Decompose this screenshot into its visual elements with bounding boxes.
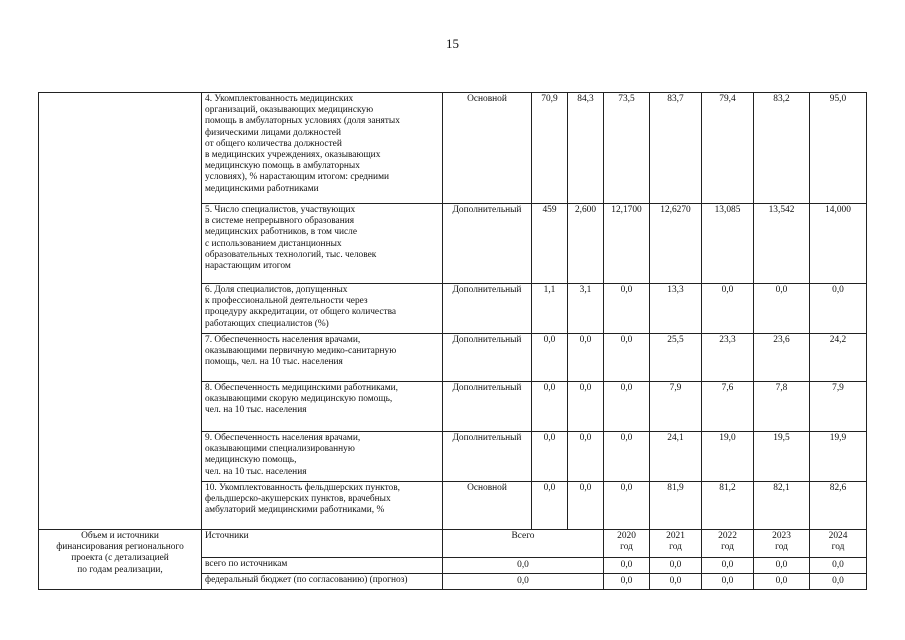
value-cell: 82,6: [810, 482, 867, 530]
value-cell: 83,7: [650, 93, 702, 204]
indicator-label: 7. Обеспеченность населения врачами, оказывающими первичную медико-санитарную помощь, чел. на 10 тыс. населения: [202, 334, 443, 382]
value-cell: 459: [532, 204, 568, 284]
indicator-label: 6. Доля специалистов, допущенных к профессиональной деятельности через процедуру аккредитации, от общего количества работающих специалистов (%): [202, 284, 443, 334]
value-cell: 2,600: [568, 204, 604, 284]
value-cell: 3,1: [568, 284, 604, 334]
value-cell: 0,0: [604, 432, 650, 482]
value-cell: 13,085: [702, 204, 754, 284]
value-cell: 84,3: [568, 93, 604, 204]
value-cell: 0,0: [810, 558, 867, 574]
value-cell: 0,0: [568, 432, 604, 482]
value-cell: 0,0: [604, 382, 650, 432]
value-cell: 0,0: [604, 284, 650, 334]
value-cell: 0,0: [604, 334, 650, 382]
indicator-type: Дополнительный: [443, 382, 532, 432]
table-row: [39, 93, 867, 204]
value-cell: 23,3: [702, 334, 754, 382]
value-cell: 23,6: [754, 334, 810, 382]
value-cell: 81,2: [702, 482, 754, 530]
value-cell: 12,6270: [650, 204, 702, 284]
total-value: 0,0: [443, 558, 604, 574]
value-cell: 0,0: [604, 482, 650, 530]
section-cell-empty: [39, 93, 202, 530]
indicator-type: Дополнительный: [443, 432, 532, 482]
value-cell: 0,0: [702, 574, 754, 590]
value-cell: 95,0: [810, 93, 867, 204]
value-cell: 13,3: [650, 284, 702, 334]
value-cell: 83,2: [754, 93, 810, 204]
value-cell: 24,1: [650, 432, 702, 482]
value-cell: 0,0: [532, 432, 568, 482]
value-cell: 0,0: [650, 558, 702, 574]
indicator-label: 4. Укомплектованность медицинских организаций, оказывающих медицинскую помощь в амбулаторных условиях (доля занятых физическими лицами должностей от общего количества должностей в медицинских учреждениях, оказывающих медицинскую помощь в амбулаторных условиях), % нарастающим итогом: средними медицинскими работниками: [202, 93, 443, 204]
year-header: 2024 год: [810, 530, 867, 558]
value-cell: 25,5: [650, 334, 702, 382]
value-cell: 14,000: [810, 204, 867, 284]
value-cell: 0,0: [810, 574, 867, 590]
value-cell: 82,1: [754, 482, 810, 530]
value-cell: 0,0: [604, 574, 650, 590]
value-cell: 0,0: [604, 558, 650, 574]
value-cell: 7,8: [754, 382, 810, 432]
value-cell: 0,0: [532, 482, 568, 530]
total-value: 0,0: [443, 574, 604, 590]
value-cell: 7,9: [650, 382, 702, 432]
value-cell: 24,2: [810, 334, 867, 382]
year-header: 2023 год: [754, 530, 810, 558]
value-cell: 0,0: [810, 284, 867, 334]
total-header: Всего: [443, 530, 604, 558]
value-cell: 1,1: [532, 284, 568, 334]
value-cell: 0,0: [702, 558, 754, 574]
source-label: всего по источникам: [202, 558, 443, 574]
value-cell: 0,0: [754, 558, 810, 574]
indicator-type: Дополнительный: [443, 284, 532, 334]
value-cell: 0,0: [754, 574, 810, 590]
value-cell: 19,9: [810, 432, 867, 482]
value-cell: 7,6: [702, 382, 754, 432]
year-header: 2021 год: [650, 530, 702, 558]
indicator-label: 9. Обеспеченность населения врачами, оказывающими специализированную медицинскую помощь, чел. на 10 тыс. населения: [202, 432, 443, 482]
financing-section-label: Объем и источники финансирования регионального проекта (с детализацией по годам реализации,: [39, 530, 202, 590]
year-header: 2020 год: [604, 530, 650, 558]
value-cell: 13,542: [754, 204, 810, 284]
value-cell: 0,0: [650, 574, 702, 590]
value-cell: 0,0: [568, 382, 604, 432]
value-cell: 81,9: [650, 482, 702, 530]
value-cell: 0,0: [754, 284, 810, 334]
indicator-type: Основной: [443, 482, 532, 530]
value-cell: 0,0: [568, 334, 604, 382]
value-cell: 7,9: [810, 382, 867, 432]
value-cell: 0,0: [568, 482, 604, 530]
value-cell: 19,0: [702, 432, 754, 482]
indicator-label: 5. Число специалистов, участвующих в системе непрерывного образования медицинских работников, в том числе с использованием дистанционных образовательных технологий, тыс. человек нарастающим итогом: [202, 204, 443, 284]
indicator-type: Дополнительный: [443, 334, 532, 382]
indicator-type: Дополнительный: [443, 204, 532, 284]
source-label: федеральный бюджет (по согласованию) (прогноз): [202, 574, 443, 590]
value-cell: 19,5: [754, 432, 810, 482]
value-cell: 0,0: [532, 382, 568, 432]
value-cell: 0,0: [532, 334, 568, 382]
value-cell: 0,0: [702, 284, 754, 334]
financing-header-row: [39, 530, 867, 558]
year-header: 2022 год: [702, 530, 754, 558]
value-cell: 12,1700: [604, 204, 650, 284]
value-cell: 70,9: [532, 93, 568, 204]
indicator-type: Основной: [443, 93, 532, 204]
indicator-label: 10. Укомплектованность фельдшерских пунктов, фельдшерско-акушерских пунктов, врачебных амбулаторий медицинскими работниками, %: [202, 482, 443, 530]
page-number: 15: [446, 36, 459, 51]
value-cell: 79,4: [702, 93, 754, 204]
value-cell: 73,5: [604, 93, 650, 204]
indicator-label: 8. Обеспеченность медицинскими работниками, оказывающими скорую медицинскую помощь, чел. на 10 тыс. населения: [202, 382, 443, 432]
indicators-table: [38, 92, 867, 590]
sources-header: Источники: [202, 530, 443, 558]
